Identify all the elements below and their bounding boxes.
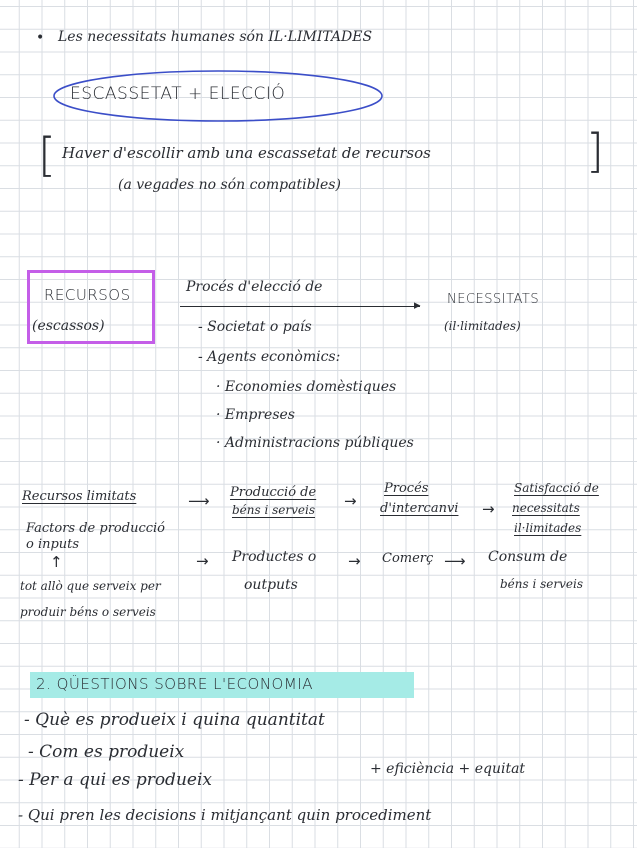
production-line-1: Producció de [230, 485, 317, 500]
flow-arrow: → [344, 492, 357, 510]
question-item: - Com es produeix [28, 742, 185, 762]
bracket-line-2: (a vegades no són compatibles) [118, 177, 341, 193]
satisfaction-line-1: Satisfacció de [514, 481, 599, 495]
definition-line-1: tot allò que serveix per [20, 579, 161, 593]
agent-item: - Agents econòmics: [198, 349, 341, 365]
left-bracket: [ [38, 128, 56, 182]
flow-arrow: ⟶ [188, 492, 210, 510]
process-arrow-line [180, 306, 420, 307]
exchange-line-1: Procés [384, 481, 429, 496]
agent-item: · Administracions públiques [216, 435, 414, 451]
needs-subtitle: (il·limitades) [444, 319, 521, 333]
flow-arrow: → [482, 500, 495, 518]
resources-title: RECURSOS [44, 286, 131, 304]
exchange-line-2: d'intercanvi [380, 501, 459, 516]
flow-arrow: → [348, 552, 361, 570]
process-arrow-head: ▸ [414, 298, 421, 313]
satisfaction-line-2: necessitats [512, 501, 580, 515]
flow-arrow: ⟶ [444, 552, 466, 570]
scarcity-choice-title: ESCASSETAT + ELECCIÓ [70, 84, 286, 104]
question-item: - Què es produeix i quina quantitat [24, 710, 325, 730]
commerce-label: Comerç [382, 551, 434, 566]
intro-line: Les necessitats humanes són IL·LIMITADES [58, 29, 373, 45]
section-heading: 2. QÜESTIONS SOBRE L'ECONOMIA [36, 675, 313, 693]
right-bracket: ] [586, 124, 604, 178]
agent-item: - Societat o país [198, 319, 312, 335]
question-item: - Qui pren les decisions i mitjançant quin procediment [18, 806, 432, 824]
agent-item: · Empreses [216, 407, 295, 423]
bracket-line-1: Haver d'escollir amb una escassetat de recursos [62, 144, 431, 162]
agent-item: · Economies domèstiques [216, 379, 397, 395]
resources-subtitle: (escassos) [32, 318, 105, 334]
bullet-dot: • [36, 30, 45, 46]
up-arrow: ↑ [50, 553, 63, 571]
needs-title: NECESSITATS [447, 292, 540, 307]
consumption-line-2: béns i serveis [500, 577, 584, 591]
definition-line-2: produir béns o serveis [20, 605, 156, 619]
factors-label: Factors de producció [26, 521, 165, 536]
production-line-2: béns i serveis [232, 503, 316, 517]
limited-resources-label: Recursos limitats [22, 489, 137, 504]
consumption-line-1: Consum de [488, 549, 568, 565]
question-item: - Per a qui es produeix [18, 770, 212, 790]
satisfaction-line-3: il·limitades [514, 521, 582, 535]
products-line-2: outputs [244, 577, 298, 593]
products-line-1: Productes o [232, 549, 317, 565]
process-label: Procés d'elecció de [186, 279, 323, 295]
efficiency-equity-note: + eficiència + equitat [370, 761, 526, 777]
flow-arrow: → [196, 552, 209, 570]
inputs-label: o inputs [26, 537, 80, 552]
